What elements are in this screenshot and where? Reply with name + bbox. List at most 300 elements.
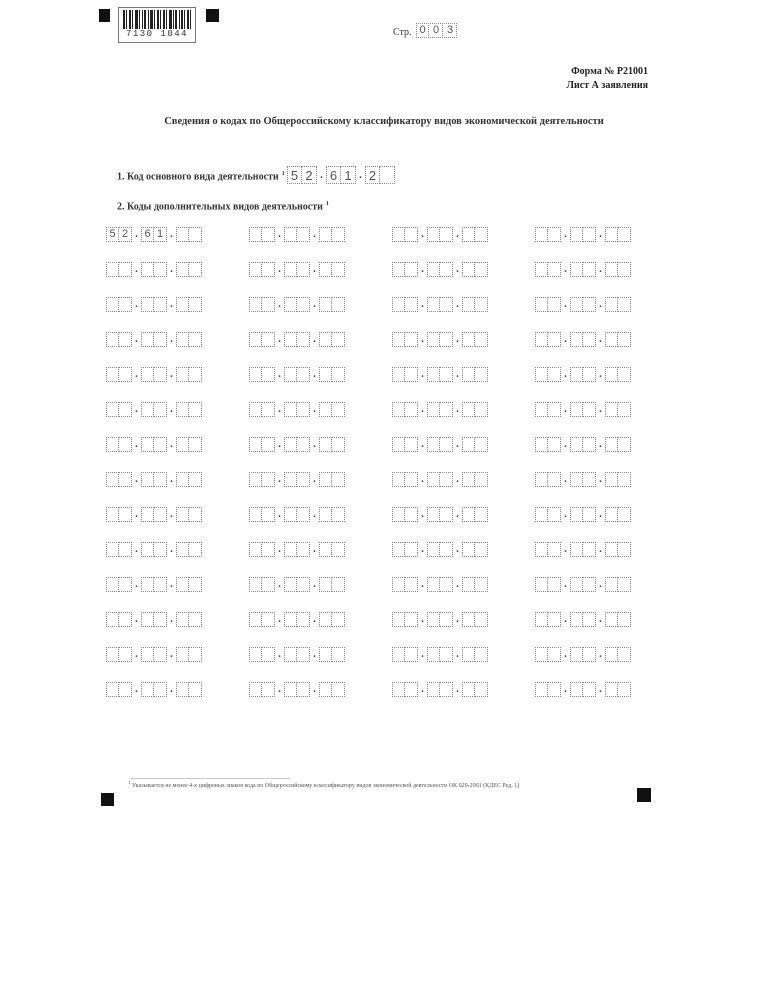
code-digit[interactable] — [605, 367, 618, 382]
code-digit[interactable] — [535, 437, 548, 452]
code-digit[interactable]: 6 — [141, 227, 154, 242]
code-digit[interactable] — [119, 332, 132, 347]
code-digit[interactable] — [284, 262, 297, 277]
code-digit[interactable] — [154, 262, 167, 277]
code-digit[interactable] — [249, 262, 262, 277]
code-digit[interactable] — [570, 612, 583, 627]
code-digit[interactable] — [106, 472, 119, 487]
code-digit[interactable] — [462, 682, 475, 697]
code-digit[interactable] — [249, 682, 262, 697]
code-digit[interactable] — [262, 682, 275, 697]
code-digit[interactable] — [570, 262, 583, 277]
code-digit[interactable] — [284, 647, 297, 662]
code-digit[interactable] — [570, 227, 583, 242]
code-digit[interactable] — [189, 612, 202, 627]
code-digit[interactable] — [319, 612, 332, 627]
code-digit[interactable] — [475, 612, 488, 627]
code-digit[interactable] — [284, 577, 297, 592]
code-digit[interactable] — [154, 612, 167, 627]
code-digit[interactable] — [475, 297, 488, 312]
code-digit[interactable] — [176, 332, 189, 347]
code-digit[interactable] — [284, 297, 297, 312]
code-digit[interactable] — [535, 297, 548, 312]
code-digit[interactable] — [462, 647, 475, 662]
code-digit[interactable] — [106, 367, 119, 382]
code-digit[interactable] — [106, 402, 119, 417]
code-digit[interactable] — [405, 647, 418, 662]
code-digit[interactable] — [440, 682, 453, 697]
code-digit[interactable] — [548, 437, 561, 452]
code-digit[interactable] — [249, 227, 262, 242]
code-digit[interactable] — [570, 472, 583, 487]
code-digit[interactable] — [535, 612, 548, 627]
code-digit[interactable] — [262, 402, 275, 417]
code-digit[interactable] — [475, 402, 488, 417]
code-digit[interactable]: 1 — [341, 166, 356, 184]
code-digit[interactable] — [392, 227, 405, 242]
code-digit[interactable] — [475, 682, 488, 697]
code-digit[interactable] — [548, 682, 561, 697]
code-digit[interactable]: 1 — [154, 227, 167, 242]
code-digit[interactable] — [332, 297, 345, 312]
code-digit[interactable] — [319, 367, 332, 382]
code-digit[interactable] — [427, 647, 440, 662]
code-digit[interactable] — [154, 472, 167, 487]
code-digit[interactable] — [262, 437, 275, 452]
code-digit[interactable] — [548, 472, 561, 487]
code-digit[interactable] — [297, 262, 310, 277]
code-digit[interactable] — [262, 577, 275, 592]
code-digit[interactable] — [154, 437, 167, 452]
code-digit[interactable] — [189, 402, 202, 417]
code-digit[interactable] — [583, 262, 596, 277]
code-digit[interactable] — [141, 332, 154, 347]
code-digit[interactable] — [605, 682, 618, 697]
code-digit[interactable] — [297, 612, 310, 627]
code-digit[interactable] — [249, 297, 262, 312]
code-digit[interactable] — [284, 402, 297, 417]
code-digit[interactable] — [262, 612, 275, 627]
code-digit[interactable] — [284, 437, 297, 452]
code-digit[interactable] — [392, 542, 405, 557]
code-digit[interactable] — [462, 367, 475, 382]
code-digit[interactable] — [548, 612, 561, 627]
code-digit[interactable] — [141, 437, 154, 452]
code-digit[interactable] — [440, 612, 453, 627]
code-digit[interactable] — [297, 297, 310, 312]
code-digit[interactable] — [154, 402, 167, 417]
code-digit[interactable] — [475, 577, 488, 592]
code-digit[interactable] — [548, 262, 561, 277]
code-digit[interactable] — [332, 647, 345, 662]
code-digit[interactable]: 2 — [365, 166, 380, 184]
code-digit[interactable] — [284, 612, 297, 627]
code-digit[interactable] — [583, 577, 596, 592]
code-digit[interactable] — [176, 647, 189, 662]
code-digit[interactable] — [319, 297, 332, 312]
code-digit[interactable] — [405, 332, 418, 347]
code-digit[interactable] — [605, 437, 618, 452]
code-digit[interactable] — [332, 507, 345, 522]
code-digit[interactable] — [141, 402, 154, 417]
code-digit[interactable] — [462, 262, 475, 277]
code-digit[interactable] — [141, 297, 154, 312]
code-digit[interactable] — [535, 227, 548, 242]
code-digit[interactable]: 5 — [106, 227, 119, 242]
code-digit[interactable] — [297, 682, 310, 697]
code-digit[interactable] — [618, 297, 631, 312]
code-digit[interactable] — [440, 402, 453, 417]
code-digit[interactable] — [249, 437, 262, 452]
code-digit[interactable] — [332, 472, 345, 487]
code-digit[interactable] — [249, 507, 262, 522]
code-digit[interactable] — [583, 542, 596, 557]
code-digit[interactable] — [583, 682, 596, 697]
code-digit[interactable] — [392, 682, 405, 697]
code-digit[interactable] — [440, 472, 453, 487]
code-digit[interactable] — [475, 507, 488, 522]
code-digit[interactable] — [119, 542, 132, 557]
code-digit[interactable] — [535, 367, 548, 382]
code-digit[interactable] — [119, 647, 132, 662]
code-digit[interactable] — [618, 647, 631, 662]
code-digit[interactable] — [570, 542, 583, 557]
code-digit[interactable] — [405, 472, 418, 487]
code-digit[interactable] — [583, 472, 596, 487]
code-digit[interactable] — [583, 332, 596, 347]
code-digit[interactable] — [319, 682, 332, 697]
page-digit[interactable]: 0 — [430, 23, 443, 38]
code-digit[interactable] — [618, 612, 631, 627]
code-digit[interactable] — [319, 472, 332, 487]
code-digit[interactable] — [475, 437, 488, 452]
code-digit[interactable] — [297, 647, 310, 662]
code-digit[interactable] — [176, 612, 189, 627]
code-digit[interactable] — [535, 647, 548, 662]
code-digit[interactable] — [284, 332, 297, 347]
code-digit[interactable] — [475, 472, 488, 487]
code-digit[interactable] — [548, 332, 561, 347]
code-digit[interactable] — [332, 262, 345, 277]
code-digit[interactable] — [583, 647, 596, 662]
code-digit[interactable]: 6 — [326, 166, 341, 184]
code-digit[interactable] — [176, 577, 189, 592]
code-digit[interactable] — [262, 227, 275, 242]
code-digit[interactable] — [189, 367, 202, 382]
code-digit[interactable] — [189, 577, 202, 592]
code-digit[interactable] — [392, 262, 405, 277]
code-digit[interactable] — [176, 542, 189, 557]
code-digit[interactable] — [119, 577, 132, 592]
code-digit[interactable] — [249, 402, 262, 417]
code-digit[interactable] — [262, 262, 275, 277]
code-digit[interactable] — [570, 437, 583, 452]
code-digit[interactable] — [154, 577, 167, 592]
code-digit[interactable] — [392, 297, 405, 312]
code-digit[interactable] — [405, 402, 418, 417]
code-digit[interactable] — [440, 227, 453, 242]
code-digit[interactable] — [570, 402, 583, 417]
code-digit[interactable] — [332, 577, 345, 592]
code-digit[interactable] — [119, 612, 132, 627]
code-digit[interactable] — [535, 262, 548, 277]
code-digit[interactable] — [154, 682, 167, 697]
code-digit[interactable] — [392, 402, 405, 417]
code-digit[interactable] — [475, 227, 488, 242]
code-digit[interactable] — [535, 472, 548, 487]
code-digit[interactable] — [141, 682, 154, 697]
code-digit[interactable] — [548, 577, 561, 592]
code-digit[interactable] — [618, 367, 631, 382]
code-digit[interactable] — [297, 402, 310, 417]
code-digit[interactable] — [548, 542, 561, 557]
code-digit[interactable] — [106, 542, 119, 557]
code-digit[interactable] — [570, 507, 583, 522]
code-digit[interactable] — [427, 577, 440, 592]
code-digit[interactable] — [605, 472, 618, 487]
code-digit[interactable] — [106, 297, 119, 312]
code-digit[interactable] — [605, 262, 618, 277]
code-digit[interactable] — [176, 437, 189, 452]
code-digit[interactable] — [605, 507, 618, 522]
code-digit[interactable] — [462, 297, 475, 312]
code-digit[interactable] — [189, 227, 202, 242]
code-digit[interactable] — [284, 682, 297, 697]
code-digit[interactable] — [106, 507, 119, 522]
code-digit[interactable] — [618, 507, 631, 522]
code-digit[interactable] — [605, 612, 618, 627]
code-digit[interactable] — [262, 647, 275, 662]
code-digit[interactable] — [427, 227, 440, 242]
code-digit[interactable] — [176, 262, 189, 277]
code-digit[interactable] — [392, 472, 405, 487]
code-digit[interactable] — [548, 367, 561, 382]
code-digit[interactable] — [392, 507, 405, 522]
code-digit[interactable] — [284, 507, 297, 522]
page-digit[interactable]: 0 — [416, 23, 429, 38]
code-digit[interactable] — [440, 297, 453, 312]
code-digit[interactable] — [392, 332, 405, 347]
code-digit[interactable] — [106, 332, 119, 347]
code-digit[interactable] — [392, 577, 405, 592]
code-digit[interactable] — [262, 472, 275, 487]
code-digit[interactable] — [392, 437, 405, 452]
code-digit[interactable] — [392, 367, 405, 382]
code-digit[interactable] — [154, 367, 167, 382]
code-digit[interactable] — [154, 297, 167, 312]
code-digit[interactable] — [583, 612, 596, 627]
code-digit[interactable]: 2 — [302, 166, 317, 184]
code-digit[interactable] — [618, 682, 631, 697]
code-digit[interactable] — [297, 577, 310, 592]
code-digit[interactable] — [605, 297, 618, 312]
code-digit[interactable] — [189, 262, 202, 277]
code-digit[interactable] — [535, 542, 548, 557]
code-digit[interactable] — [249, 577, 262, 592]
code-digit[interactable] — [405, 507, 418, 522]
code-digit[interactable] — [249, 612, 262, 627]
code-digit[interactable] — [462, 437, 475, 452]
code-digit[interactable] — [106, 577, 119, 592]
code-digit[interactable] — [189, 647, 202, 662]
code-digit[interactable] — [427, 472, 440, 487]
code-digit[interactable] — [189, 507, 202, 522]
code-digit[interactable] — [583, 297, 596, 312]
code-digit[interactable] — [462, 507, 475, 522]
code-digit[interactable] — [462, 542, 475, 557]
code-digit[interactable] — [319, 542, 332, 557]
code-digit[interactable] — [427, 437, 440, 452]
code-digit[interactable] — [440, 367, 453, 382]
code-digit[interactable] — [262, 507, 275, 522]
code-digit[interactable] — [440, 332, 453, 347]
code-digit[interactable] — [332, 227, 345, 242]
code-digit[interactable] — [319, 262, 332, 277]
code-digit[interactable] — [535, 682, 548, 697]
code-digit[interactable] — [405, 367, 418, 382]
code-digit[interactable] — [176, 367, 189, 382]
code-digit[interactable] — [141, 647, 154, 662]
code-digit[interactable] — [249, 332, 262, 347]
code-digit[interactable] — [440, 507, 453, 522]
code-digit[interactable] — [405, 297, 418, 312]
code-digit[interactable] — [618, 437, 631, 452]
code-digit[interactable] — [319, 647, 332, 662]
code-digit[interactable] — [392, 612, 405, 627]
code-digit[interactable] — [462, 472, 475, 487]
code-digit[interactable] — [284, 472, 297, 487]
code-digit[interactable] — [427, 682, 440, 697]
code-digit[interactable] — [405, 262, 418, 277]
code-digit[interactable] — [141, 577, 154, 592]
code-digit[interactable] — [475, 332, 488, 347]
code-digit[interactable] — [189, 682, 202, 697]
code-digit[interactable] — [297, 472, 310, 487]
code-digit[interactable]: 2 — [119, 227, 132, 242]
code-digit[interactable] — [249, 542, 262, 557]
code-digit[interactable] — [106, 647, 119, 662]
code-digit[interactable] — [141, 367, 154, 382]
code-digit[interactable] — [319, 227, 332, 242]
code-digit[interactable] — [154, 647, 167, 662]
code-digit[interactable] — [583, 507, 596, 522]
code-digit[interactable] — [405, 542, 418, 557]
code-digit[interactable] — [319, 577, 332, 592]
code-digit[interactable] — [405, 682, 418, 697]
code-digit[interactable] — [475, 647, 488, 662]
code-digit[interactable] — [141, 507, 154, 522]
code-digit[interactable] — [605, 577, 618, 592]
code-digit[interactable] — [535, 402, 548, 417]
code-digit[interactable] — [440, 647, 453, 662]
code-digit[interactable] — [154, 542, 167, 557]
code-digit[interactable] — [141, 612, 154, 627]
code-digit[interactable] — [154, 332, 167, 347]
code-digit[interactable] — [570, 367, 583, 382]
code-digit[interactable] — [440, 577, 453, 592]
code-digit[interactable] — [618, 472, 631, 487]
code-digit[interactable] — [380, 166, 395, 184]
code-digit[interactable] — [119, 262, 132, 277]
code-digit[interactable] — [427, 507, 440, 522]
code-digit[interactable] — [332, 612, 345, 627]
code-digit[interactable] — [189, 542, 202, 557]
code-digit[interactable] — [548, 297, 561, 312]
code-digit[interactable] — [405, 612, 418, 627]
code-digit[interactable] — [618, 332, 631, 347]
code-digit[interactable] — [475, 542, 488, 557]
code-digit[interactable] — [427, 367, 440, 382]
code-digit[interactable] — [249, 647, 262, 662]
code-digit[interactable] — [297, 437, 310, 452]
code-digit[interactable] — [605, 647, 618, 662]
code-digit[interactable] — [405, 577, 418, 592]
code-digit[interactable] — [319, 437, 332, 452]
code-digit[interactable] — [427, 262, 440, 277]
code-digit[interactable] — [618, 577, 631, 592]
code-digit[interactable] — [297, 227, 310, 242]
code-digit[interactable] — [249, 367, 262, 382]
code-digit[interactable] — [392, 647, 405, 662]
code-digit[interactable] — [262, 542, 275, 557]
code-digit[interactable] — [332, 437, 345, 452]
code-digit[interactable] — [176, 227, 189, 242]
code-digit[interactable] — [535, 507, 548, 522]
code-digit[interactable] — [189, 472, 202, 487]
code-digit[interactable] — [106, 612, 119, 627]
code-digit[interactable] — [535, 577, 548, 592]
code-digit[interactable] — [427, 402, 440, 417]
code-digit[interactable] — [570, 647, 583, 662]
code-digit[interactable] — [440, 542, 453, 557]
code-digit[interactable] — [332, 682, 345, 697]
code-digit[interactable] — [319, 332, 332, 347]
code-digit[interactable] — [141, 542, 154, 557]
code-digit[interactable] — [618, 262, 631, 277]
code-digit[interactable] — [427, 332, 440, 347]
code-digit[interactable] — [332, 542, 345, 557]
code-digit[interactable] — [319, 402, 332, 417]
code-digit[interactable] — [119, 472, 132, 487]
code-digit[interactable] — [583, 367, 596, 382]
code-digit[interactable] — [535, 332, 548, 347]
code-digit[interactable] — [262, 332, 275, 347]
code-digit[interactable] — [605, 402, 618, 417]
code-digit[interactable] — [119, 367, 132, 382]
code-digit[interactable] — [583, 402, 596, 417]
code-digit[interactable] — [189, 297, 202, 312]
code-digit[interactable] — [605, 227, 618, 242]
code-digit[interactable] — [462, 612, 475, 627]
code-digit[interactable] — [548, 647, 561, 662]
code-digit[interactable] — [332, 367, 345, 382]
code-digit[interactable] — [176, 472, 189, 487]
code-digit[interactable] — [605, 332, 618, 347]
code-digit[interactable] — [249, 472, 262, 487]
code-digit[interactable] — [332, 402, 345, 417]
code-digit[interactable] — [189, 437, 202, 452]
code-digit[interactable] — [119, 437, 132, 452]
code-digit[interactable] — [583, 227, 596, 242]
code-digit[interactable] — [332, 332, 345, 347]
code-digit[interactable] — [475, 367, 488, 382]
code-digit[interactable] — [119, 297, 132, 312]
code-digit[interactable] — [618, 227, 631, 242]
code-digit[interactable]: 5 — [287, 166, 302, 184]
code-digit[interactable] — [141, 472, 154, 487]
code-digit[interactable] — [297, 332, 310, 347]
code-digit[interactable] — [427, 542, 440, 557]
